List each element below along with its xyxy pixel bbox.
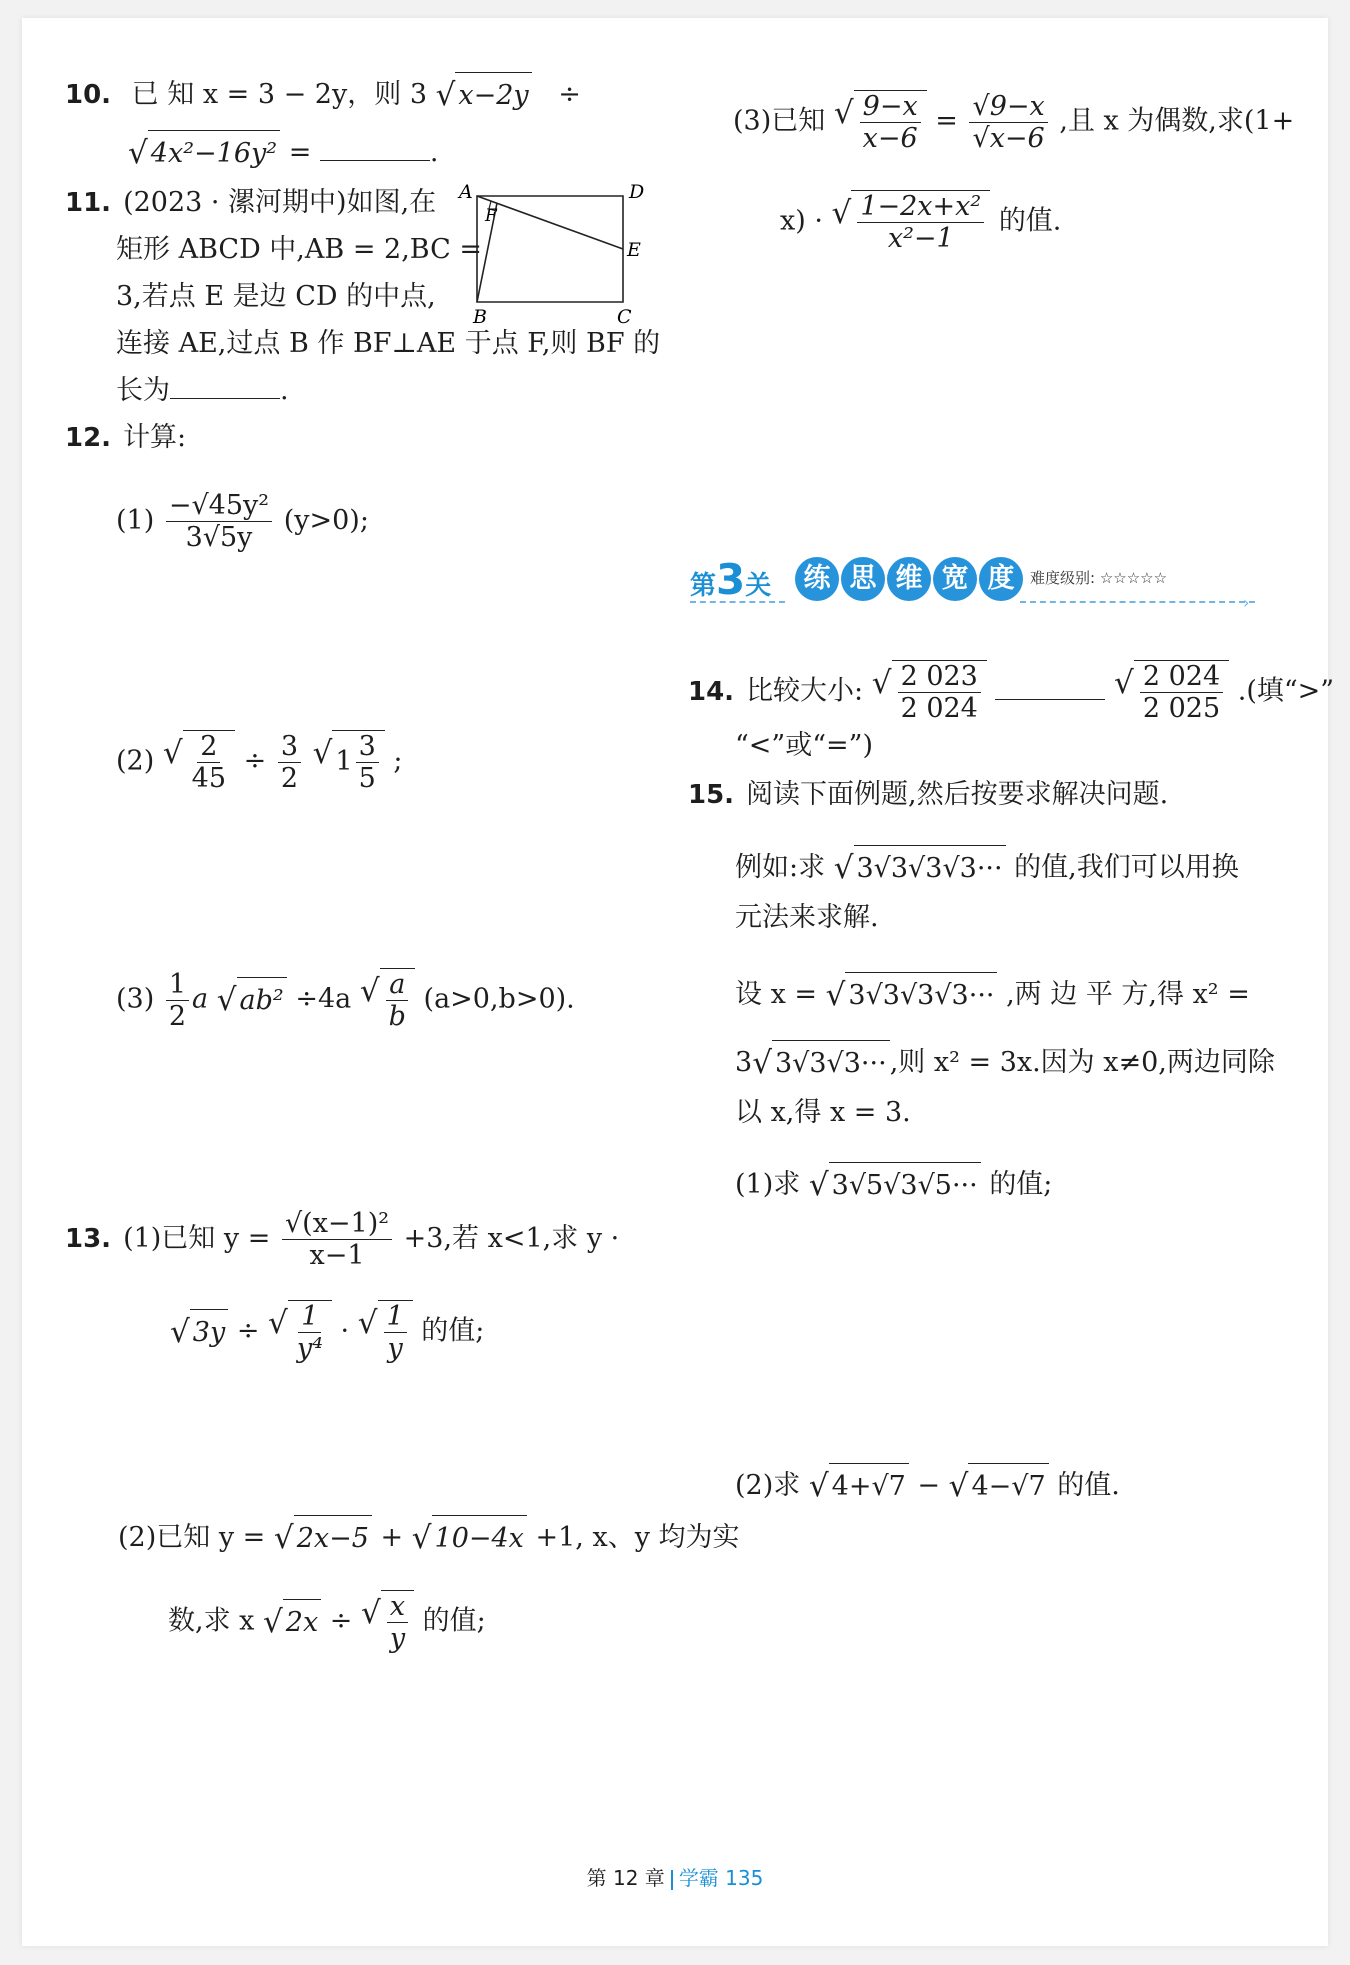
question-12-part3: (3) $\frac{1}{2}$ a √ ab² ÷4a √ $\frac{a}{b}$ (a>0,b>0). — [116, 968, 575, 1033]
page-number: 135 — [725, 1866, 764, 1890]
badge-char: 思 — [841, 557, 885, 601]
label-F: F — [485, 206, 497, 226]
badge-char: 维 — [887, 557, 931, 601]
question-12-part1: (1) $\frac{\text{−√45y²}}{3√5y}$ (y>0); — [116, 490, 369, 554]
question-13-part2: (2)已知 y = √ 2x−5 + √ 10−4x +1, x、y 均为实 — [118, 1515, 740, 1562]
radical: √ x−2y — [436, 72, 532, 119]
rectangle-figure — [455, 180, 655, 325]
badge-char: 度 — [979, 557, 1023, 601]
badge-char: 练 — [795, 557, 839, 601]
question-15-part2: (2)求 √ 4+√7 − √ 4−√7 的值. — [735, 1463, 1120, 1510]
question-11-line2: 矩形 ABCD 中,AB = 2,BC = — [116, 234, 482, 265]
question-13-part1: 13. (1)已知 y = $\frac{\text{√(x−1)²}}{x-1}$ +3,若 x<1,求 y · — [65, 1208, 620, 1272]
chapter-label: 第 12 章 — [586, 1866, 665, 1890]
question-14: 14. 比较大小: √ $\frac{2 023}{2 024}$ √ $\frac{2 024}{2 025}$ .(填“>” — [688, 661, 1335, 725]
question-13-part3: (3)已知 √ $\frac{9-x}{x-6}$ = $\frac{√9-x}{√x-6}$ ,且 x 为偶数,求(1+ — [733, 90, 1295, 155]
question-15-example: 例如:求 √ 3√3√3√3··· 的值,我们可以用换 — [735, 845, 1239, 892]
question-11: 11. (2023 · 漯河期中)如图,在 — [65, 187, 437, 218]
question-15-set: 设 x = √ 3√3√3√3··· ,两 边 平 方,得 x² = — [735, 972, 1250, 1019]
question-15-set-line3: 以 x,得 x = 3. — [735, 1097, 911, 1128]
difficulty-rating: 难度级别: ☆☆☆☆☆ — [1030, 569, 1168, 587]
question-14-line2: “<”或“=”) — [735, 730, 873, 761]
answer-blank[interactable] — [995, 672, 1105, 700]
question-15-example-line2: 元法来求解. — [735, 902, 879, 933]
label-A: A — [459, 181, 473, 203]
radical: √ 4x²−16y² — [128, 130, 280, 177]
section-header — [690, 555, 1255, 612]
label-B: B — [473, 306, 487, 325]
fraction: $\frac{\text{−√45y²}}{3√5y}$ — [166, 490, 272, 553]
answer-blank[interactable] — [320, 133, 430, 161]
label-D: D — [629, 181, 645, 203]
question-10-line2: √ 4x²−16y² = . — [128, 130, 439, 177]
question-12-part2: (2) √ $\frac{2}{45}$ ÷ $\frac{3}{2}$ √ 1 $\frac{3}{5}$ ; — [116, 730, 403, 795]
question-11-line4: 连接 AE,过点 B 作 BF⊥AE 于点 F,则 BF 的 — [116, 328, 661, 359]
question-15-set-line2: 3√ 3√3√3··· ,则 x² = 3x.因为 x≠0,两边同除 — [735, 1040, 1275, 1087]
question-11-line3: 3,若点 E 是边 CD 的中点, — [116, 281, 436, 312]
brand-label: 学霸 — [678, 1866, 719, 1890]
question-11-line5: 长为 . — [116, 368, 289, 414]
question-10: 10. 已 知 x = 3 − 2y，则 3 √ x−2y ÷ — [65, 72, 581, 119]
question-15: 15. 阅读下面例题,然后按要求解决问题. — [688, 779, 1169, 810]
label-C: C — [617, 306, 632, 325]
question-13-part1-line2: √ 3y ÷ √ $\frac{1}{\text{y⁴}}$ · √ $\frac{1}{y}$ 的值; — [170, 1301, 485, 1365]
answer-blank[interactable] — [170, 371, 280, 399]
question-13-part3-line2: x) · √ $\frac{\text{1−2x+x²}}{\text{x²−1}}$ 的值. — [780, 191, 1062, 255]
question-13-part2-line2: 数,求 x √ 2x ÷ √ $\frac{x}{y}$ 的值; — [168, 1591, 486, 1655]
question-12: 12. 计算: — [65, 422, 187, 453]
question-15-part1: (1)求 √ 3√5√3√5··· 的值; — [735, 1162, 1052, 1209]
arrow-icon: › — [1243, 593, 1250, 612]
section-badges — [795, 557, 1023, 601]
section-title: 第3关 — [690, 555, 772, 604]
page-footer — [0, 1862, 1350, 1891]
badge-char: 宽 — [933, 557, 977, 601]
label-E: E — [627, 239, 641, 261]
